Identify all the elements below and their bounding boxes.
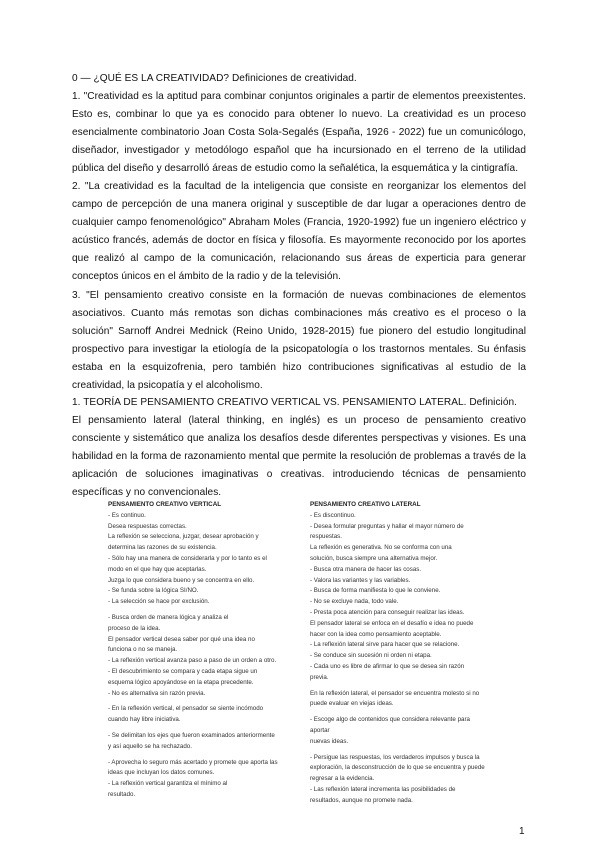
lateral-list-line: - Busca otra manera de hacer las cosas. [310, 565, 422, 573]
vertical-list-line: - El descubrimiento se compara y cada etapa sigue un [108, 667, 258, 675]
lateral-list-line: regresar a la evidencia. [310, 775, 375, 783]
lateral-list-line: respuestas. [310, 533, 342, 541]
lateral-list-line: La reflexión es generativa. No se conforma con una [310, 544, 452, 552]
vertical-list-line: - La reflexión vertical avanza paso a paso de un orden a otro. [108, 657, 277, 665]
lateral-list-line: aportar [310, 726, 330, 734]
vertical-column-title: PENSAMIENTO CREATIVO VERTICAL [108, 501, 222, 508]
definition-1 [72, 88, 526, 178]
lateral-column-list [310, 511, 516, 807]
lateral-list-line: - Persigue las respuestas, los verdaderos impulsos y busca la [310, 753, 480, 761]
lateral-list-line: - Busca de forma manifiesta lo que le conviene. [310, 587, 441, 595]
vertical-column-list [108, 511, 308, 801]
vertical-list-line: - Es continuo. [108, 511, 146, 519]
vertical-list-line: - Busca orden de manera lógica y analiza el [108, 613, 229, 621]
vertical-list-line: proceso de la idea. [108, 624, 161, 632]
section-0-heading [72, 70, 526, 88]
vertical-list-line: Juzga lo que considera bueno y se concentra en ello. [108, 576, 255, 584]
section-1-heading [72, 394, 526, 412]
lateral-list-line: solución, busca siempre una alternativa mejor. [310, 554, 438, 562]
lateral-list-line: - Presta poca atención para conseguir realizar las ideas. [310, 608, 465, 616]
lateral-list-line: En la reflexión lateral, el pensador se encuentra molesto si no [310, 689, 480, 697]
lateral-list-line: - Cada uno es libre de afirmar lo que se desea sin razón [310, 662, 465, 670]
definition-2-text: 2. "La creatividad es la facultad de la inteligencia que consiste en reorganizar los elementos del campo de percepción de una manera original y susceptible de dar lugar a operaciones dentro de cualquier campo fenomenológico" Abraham Moles (Francia, 1920-1992) fue un ingeniero eléctrico y acústico francés, además de doctor en física y filosofía. Es mayormente reconocido por los aportes que realizó al campo de la comunicación, relacionando sus áreas de experticia para generar conceptos únicos en el ámbito de la radio y de la televisión. [72, 181, 526, 283]
vertical-list-line: funciona o no se maneja. [108, 646, 178, 654]
definition-2 [72, 178, 526, 287]
lateral-column-title: PENSAMIENTO CREATIVO LATERAL [310, 501, 421, 508]
lateral-list-line: previa. [310, 673, 329, 681]
vertical-list-line: - Sólo hay una manera de considerarla y por lo tanto es el [108, 554, 267, 562]
vertical-list-line: - La selección se hace por exclusión. [108, 598, 210, 606]
vertical-list-line: - En la reflexión vertical, el pensador se siente incómodo [108, 705, 264, 713]
lateral-list-line: - Escoge algo de contenidos que considera relevante para [310, 716, 470, 724]
vertical-list-line: esquema lógico apoyándose en la etapa precedente. [108, 678, 254, 686]
definition-1-text: 1. "Creatividad es la aptitud para combinar conjuntos originales a partir de elementos preexistentes. Esto es, combinar lo que ya es conocido para obtener lo nuevo. La creatividad es un proceso esencialmente combinatorio Joan Costa Sola-Segalés (España, 1926 - 2022) fue un comunicólogo, diseñador, investigador y metodólogo español que ha incursionado en el terreno de la utilidad pública del diseño y desarrolló áreas de estudio como la señalética, la esquemática y la cintigrafía. [72, 91, 526, 175]
vertical-list-line: - Aprovecha lo seguro más acertado y promete que aporta las [108, 758, 278, 766]
section-1-title: 1. TEORÍA DE PENSAMIENTO CREATIVO VERTICAL VS. PENSAMIENTO LATERAL. Definición. [72, 397, 518, 408]
lateral-list-line: resultados, aunque no promete nada. [310, 796, 413, 804]
definition-3 [72, 287, 526, 396]
lateral-list-line: hacer con la idea como pensamiento aceptable. [310, 630, 442, 638]
section-1-paragraph [72, 412, 526, 502]
vertical-list-line: resultado. [108, 790, 136, 798]
vertical-list-line: El pensador vertical desea saber por qué una idea no [108, 635, 255, 643]
lateral-list-line: - Desea formular preguntas y hallar el mayor número de [310, 522, 464, 530]
vertical-list-line: cuando hay libre iniciativa. [108, 716, 181, 724]
vertical-list-line: - La reflexión vertical garantiza el mínimo al [108, 780, 228, 788]
lateral-list-line: - No se excluye nada, todo vale. [310, 598, 399, 606]
vertical-list-line: - Se funda sobre la lógica SI/NO. [108, 587, 199, 595]
definition-3-text: 3. "El pensamiento creativo consiste en la formación de nuevas combinaciones de elementos asociativos. Cuanto más remotas son dichas combinaciones más creativo es el proceso o la solución" Sarnoff Andrei Mednick (Reino Unido, 1928-2015) fue pionero del estudio longitudinal prospectivo para investigar la etiología de la psicopatología o los trastornos mentales. Su énfasis estaba en la esquizofrenia, pero también hizo contribuciones significativas al estudio de la creatividad, la psicopatía y el alcoholismo. [72, 290, 526, 392]
lateral-list-line: - Es discontinuo. [310, 511, 356, 519]
vertical-thinking-column [108, 500, 308, 801]
lateral-list-line: puede evaluar en viejas ideas. [310, 700, 394, 708]
vertical-list-line: - Se delimitan los ejes que fueron examinados anteriormente [108, 731, 275, 739]
section-0-title: 0 — ¿QUÉ ES LA CREATIVIDAD? Definiciones de creatividad. [72, 73, 357, 84]
vertical-list-line: ideas que incluyan los datos comunes. [108, 769, 215, 777]
lateral-list-line: - Se conduce sin sucesión ni orden ni etapa. [310, 652, 432, 660]
vertical-list-line: - No es alternativa sin razón previa. [108, 689, 206, 697]
lateral-list-line: El pensador lateral se enfoca en el desafío e idea no puede [310, 619, 474, 627]
vertical-list-line: modo en el que hay que aceptarlas. [108, 565, 207, 573]
lateral-list-line: - Las reflexión lateral incrementa las posibilidades de [310, 785, 456, 793]
vertical-list-line: determina las razones de su existencia. [108, 544, 217, 552]
vertical-list-line: La reflexión se selecciona, juzgar, desear aprobación y [108, 533, 259, 541]
vertical-list-line: Desea respuestas correctas. [108, 522, 187, 530]
lateral-list-line: - Valora las variantes y las variables. [310, 576, 411, 584]
section-1-text: El pensamiento lateral (lateral thinking, en inglés) es un proceso de pensamiento creativo consciente y sistemático que analiza los desafíos desde diferentes perspectivas y visiones. Es una habilidad en la forma de razonamiento mental que permite la resolución de problemas a través de la aplicación de soluciones imaginativas o creativas. introduciendo técnicas de pensamiento específicas y no convencionales. [72, 415, 526, 499]
page-number: 1 [519, 826, 525, 837]
lateral-list-line: exploración, la desconstrucción de lo que se encuentra y puede [310, 764, 485, 772]
vertical-list-line: y así aquello se ha rechazado. [108, 742, 192, 750]
lateral-thinking-column [310, 500, 516, 807]
lateral-list-line: nuevas ideas. [310, 737, 349, 745]
lateral-list-line: - La reflexión lateral sirve para hacer que se relacione. [310, 641, 460, 649]
